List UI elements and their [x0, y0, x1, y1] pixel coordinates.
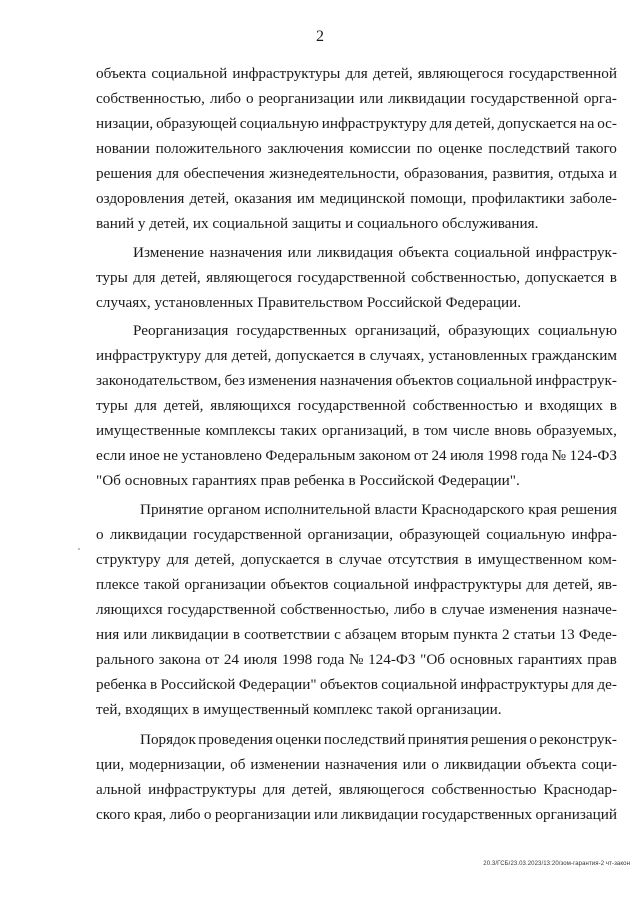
- text-line: ния или ликвидации в соответствии с абзацем вторым пункта 2 статьи 13 Феде-: [96, 626, 617, 643]
- text-line: тей, входящих в имущественный комплекс такой организации.: [96, 701, 502, 718]
- text-line: ляющихся государственной собственностью, либо в случае изменения назначе-: [96, 601, 617, 618]
- text-line: Принятие органом исполнительной власти Краснодарского края решения: [140, 501, 617, 518]
- text-line: альной инфраструктуры для детей, являющегося собственностью Краснодар-: [96, 781, 617, 798]
- text-line: ского края, либо о реорганизации или ликвидации государственных организаций: [96, 806, 617, 823]
- text-line: новании положительного заключения комиссии по оценке последствий такого: [96, 140, 617, 157]
- text-line: случаях, установленных Правительством Российской Федерации.: [96, 294, 522, 311]
- text-line: собственностью, либо о реорганизации или ликвидации государственной орга-: [96, 90, 617, 107]
- text-line: туры для детей, являющегося государственной собственностью, допускается в: [96, 269, 617, 286]
- text-line: оздоровления детей, оказания им медицинской помощи, профилактики заболе-: [96, 190, 617, 207]
- text-line: структуру для детей, допускается в случае отсутствия в имущественном ком-: [96, 551, 617, 568]
- text-line: "Об основных гарантиях прав ребенка в Российской Федерации".: [96, 472, 520, 489]
- text-line: ции, модернизации, об изменении назначения или о ликвидации объекта соци-: [96, 756, 617, 773]
- text-line: имущественные комплексы таких организаций, в том числе вновь образуемых,: [96, 422, 617, 439]
- text-line: Реорганизация государственных организаций, образующих социальную: [133, 322, 617, 339]
- text-line: объекта социальной инфраструктуры для детей, являющегося государственной: [96, 65, 617, 82]
- text-line: если иное не установлено Федеральным законом от 24 июля 1998 года № 124-ФЗ: [96, 447, 617, 464]
- text-line: законодательством, без изменения назначения объектов социальной инфраструк-: [96, 372, 617, 389]
- scan-speck: [78, 548, 80, 550]
- document-footer-code: 20.3/ГСБ/23.03.2023/13:20/зом-гарантия-2 чт-закон: [483, 861, 630, 867]
- text-line: низации, образующей социальную инфраструктуру для детей, допускается на ос-: [96, 115, 617, 132]
- text-line: решения для обеспечения жизнедеятельности, образования, развития, отдыха и: [96, 165, 617, 182]
- text-line: ребенка в Российской Федерации" объектов социальной инфраструктуры для де-: [96, 676, 617, 693]
- text-line: Изменение назначения или ликвидация объекта социальной инфраструк-: [133, 244, 617, 261]
- text-line: рального закона от 24 июля 1998 года № 124-ФЗ "Об основных гарантиях прав: [96, 651, 617, 668]
- text-line: Порядок проведения оценки последствий принятия решения о реконструк-: [140, 731, 617, 748]
- text-line: ваний у детей, их социальной защиты и социального обслуживания.: [96, 215, 539, 232]
- text-line: плексе такой организации объектов социальной инфраструктуры для детей, яв-: [96, 576, 617, 593]
- text-line: туры для детей, являющихся государственной собственностью и входящих в: [96, 397, 617, 414]
- text-line: инфраструктуру для детей, допускается в случаях, установленных гражданским: [96, 347, 617, 364]
- page-number: 2: [316, 28, 324, 45]
- text-line: о ликвидации государственной организации, образующей социальную инфра-: [96, 526, 617, 543]
